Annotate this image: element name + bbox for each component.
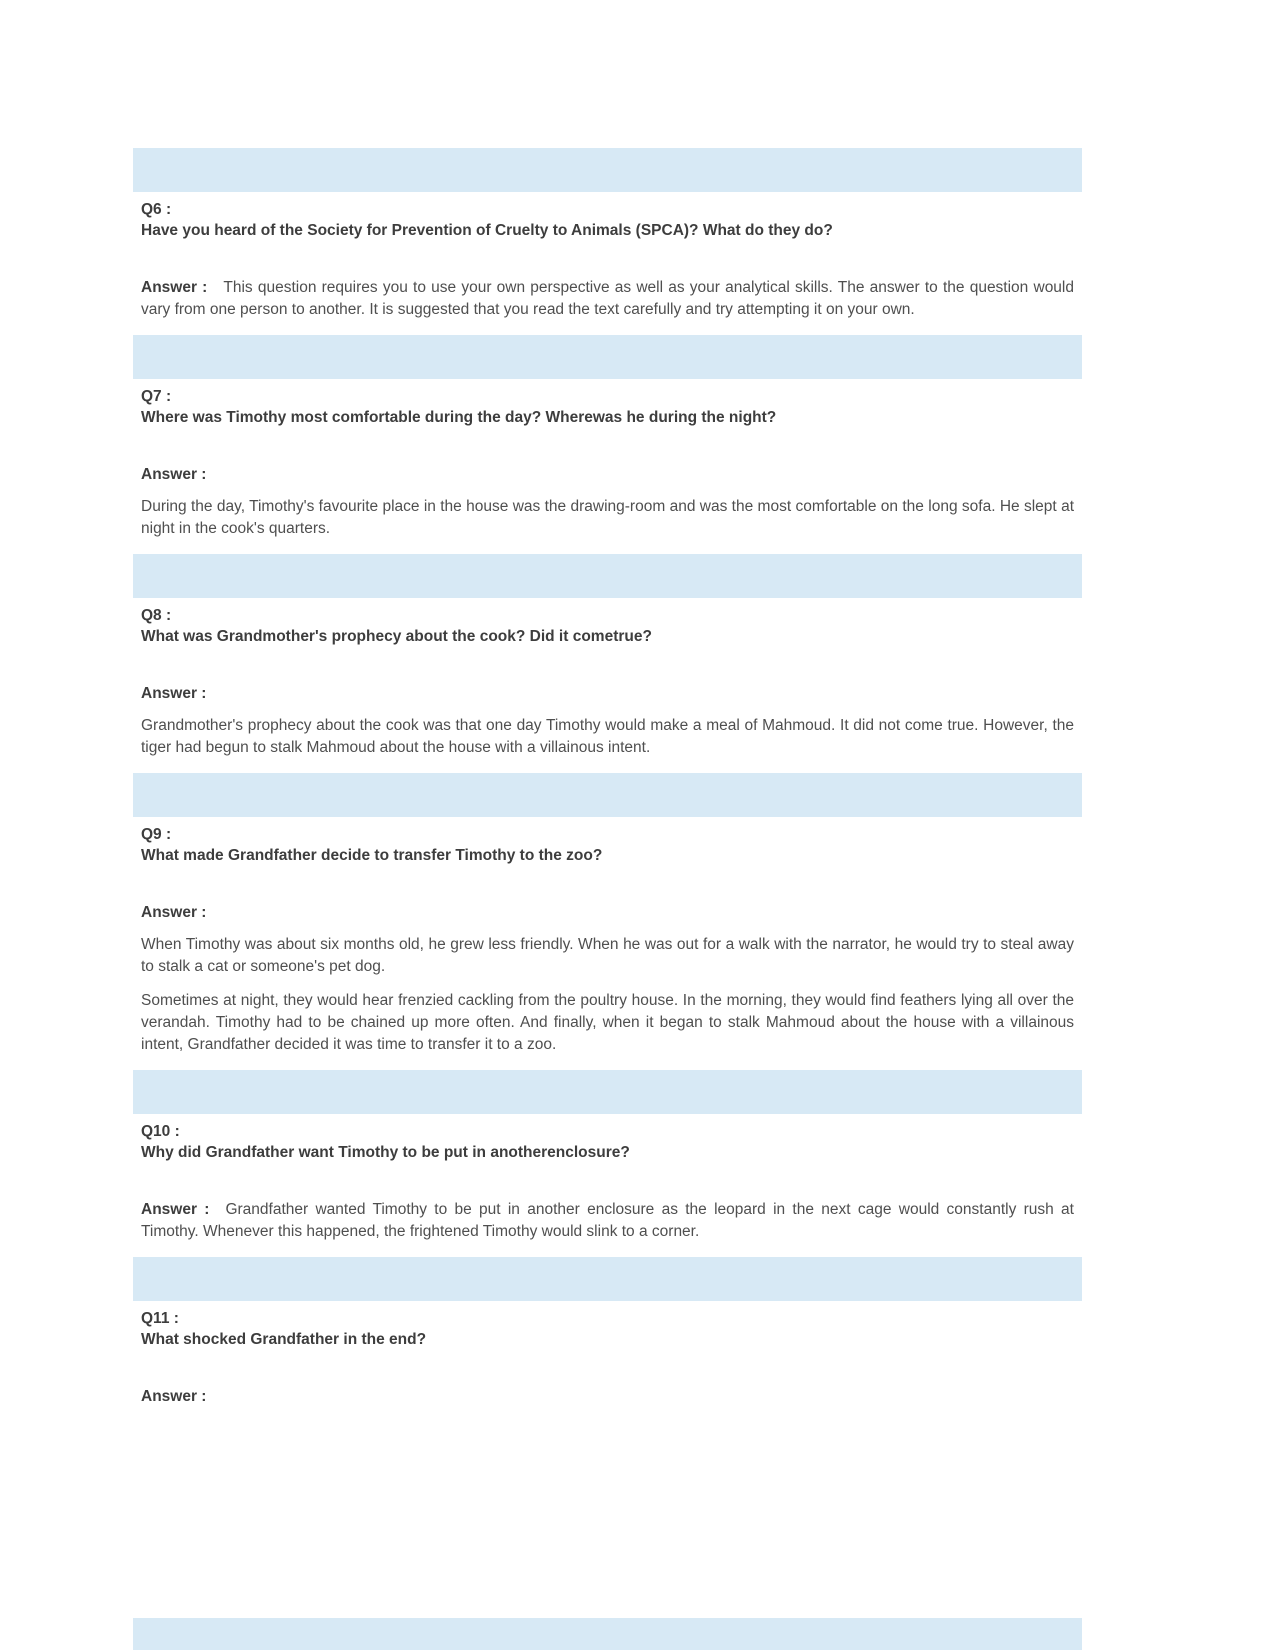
qa-section	[133, 773, 1082, 1056]
answer-label: Answer :	[141, 1388, 207, 1405]
answer-block	[133, 1386, 1082, 1407]
question-number: Q7 :	[141, 388, 172, 405]
answer-text: This question requires you to use your own perspective as well as your analytical skills. The answer to the question would vary from one person to another. It is suggested that you read the text carefully and try attempting it on your own.	[141, 279, 1074, 318]
qa-section	[133, 1070, 1082, 1243]
question-number: Q6 :	[141, 201, 172, 218]
answer-paragraph: Grandmother's prophecy about the cook was that one day Timothy would make a meal of Mahmoud. It did not come true. However, the tiger had begun to stalk Mahmoud about the house with a villainous intent.	[141, 717, 1074, 756]
answer-paragraph: When Timothy was about six months old, he grew less friendly. When he was out for a walk with the narrator, he would try to steal away to stalk a cat or someone's pet dog.	[141, 936, 1074, 975]
question-text: What made Grandfather decide to transfer Timothy to the zoo?	[141, 847, 603, 864]
section-divider-bar	[133, 554, 1082, 598]
section-divider-bar	[133, 773, 1082, 817]
qa-section	[133, 1257, 1082, 1407]
section-divider-bar	[133, 1257, 1082, 1301]
section-divider-bar	[133, 335, 1082, 379]
qa-content	[133, 148, 1082, 1421]
qa-section	[133, 554, 1082, 759]
answer-paragraph: During the day, Timothy's favourite place in the house was the drawing-room and was the most comfortable on the long sofa. He slept at night in the cook's quarters.	[141, 498, 1074, 537]
question-number: Q10 :	[141, 1123, 180, 1140]
answer-label: Answer :	[141, 279, 208, 296]
answer-paragraph	[141, 277, 1074, 321]
answer-label: Answer :	[141, 466, 207, 483]
question-text: Have you heard of the Society for Prevention of Cruelty to Animals (SPCA)? What do they do?	[141, 222, 833, 239]
answer-block	[133, 277, 1082, 321]
section-divider-bar	[133, 148, 1082, 192]
answer-text: Grandfather wanted Timothy to be put in another enclosure as the leopard in the next cage would constantly rush at Timothy. Whenever this happened, the frightened Timothy would slink to a corner.	[141, 1201, 1074, 1240]
section-divider-bar	[133, 1070, 1082, 1114]
question-text: Why did Grandfather want Timothy to be put in anotherenclosure?	[141, 1144, 630, 1161]
answer-block	[133, 902, 1082, 1056]
bottom-divider-bar	[133, 1618, 1082, 1650]
answer-paragraph	[141, 1199, 1074, 1243]
answer-block	[133, 464, 1082, 540]
qa-section	[133, 335, 1082, 540]
question-text: What was Grandmother's prophecy about the cook? Did it cometrue?	[141, 628, 652, 645]
question-text: Where was Timothy most comfortable during the day? Wherewas he during the night?	[141, 409, 777, 426]
answer-label: Answer :	[141, 1201, 210, 1218]
answer-paragraph: Sometimes at night, they would hear frenzied cackling from the poultry house. In the morning, they would find feathers lying all over the verandah. Timothy had to be chained up more often. And finally, when it began to stalk Mahmoud about the house with a villainous intent, Grandfather decided it was time to transfer it to a zoo.	[141, 992, 1074, 1053]
answer-label: Answer :	[141, 685, 207, 702]
answer-label: Answer :	[141, 904, 207, 921]
qa-section	[133, 148, 1082, 321]
answer-block	[133, 1199, 1082, 1243]
question-number: Q9 :	[141, 826, 172, 843]
question-text: What shocked Grandfather in the end?	[141, 1331, 427, 1348]
answer-block	[133, 683, 1082, 759]
question-number: Q11 :	[141, 1310, 179, 1327]
question-number: Q8 :	[141, 607, 172, 624]
